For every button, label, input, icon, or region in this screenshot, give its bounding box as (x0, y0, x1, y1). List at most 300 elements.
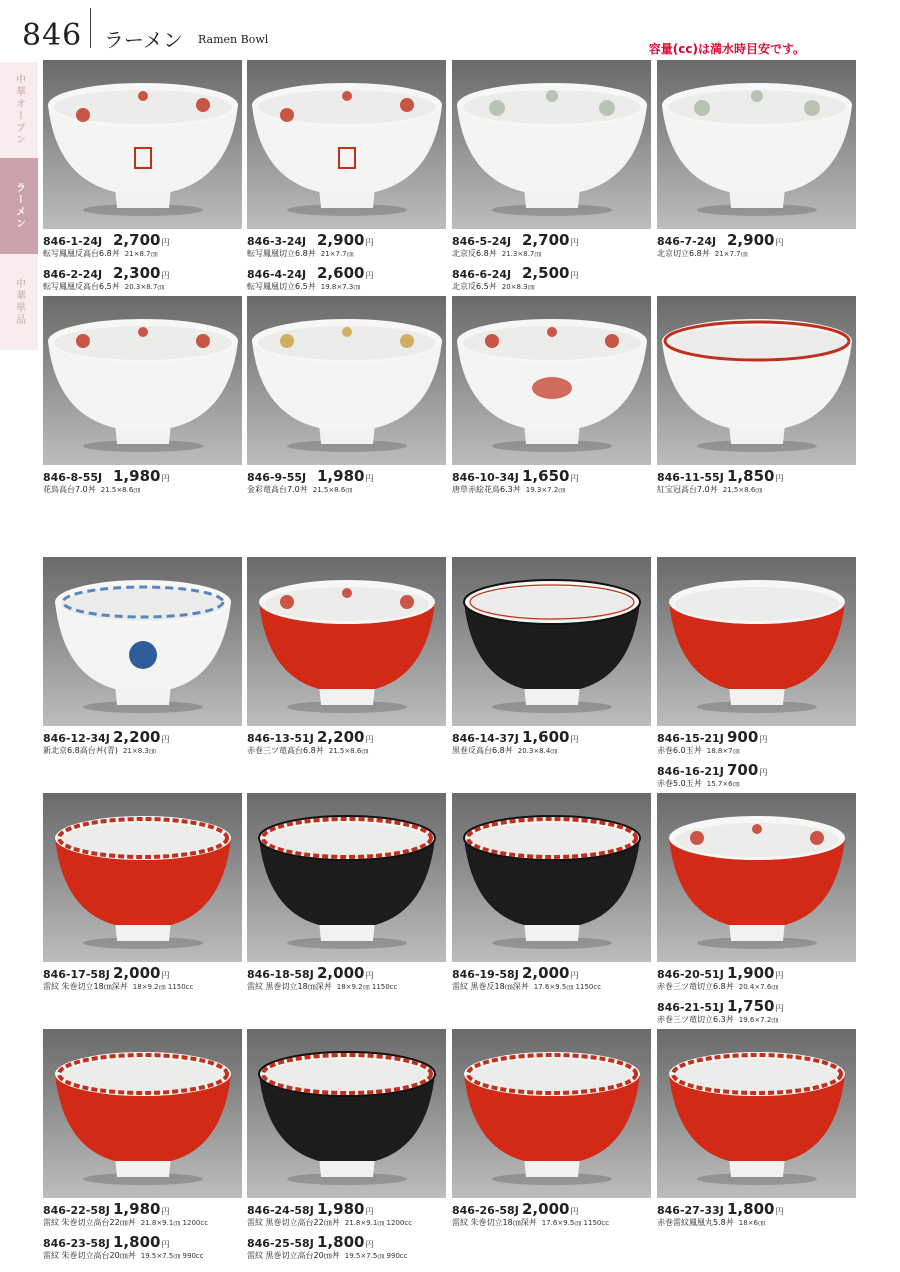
yen-mark: 円 (759, 768, 768, 777)
product-photo (43, 1029, 242, 1198)
name-size-line (43, 281, 242, 292)
product-price: 700 (727, 761, 759, 779)
yen-mark: 円 (570, 271, 579, 280)
product-name: 転写鳳凰反高台6.8丼 (43, 249, 120, 258)
product-card[interactable] (43, 793, 242, 997)
product-size: 18×6㎝ (738, 1219, 765, 1227)
name-size-line (247, 248, 446, 259)
code-price-line (452, 964, 651, 982)
yen-mark: 円 (775, 474, 784, 483)
name-size-line (247, 1250, 446, 1261)
tab-chuka-tanpin[interactable]: 中華単品 (0, 254, 38, 350)
product-size: 21.5×8.6㎝ (312, 486, 353, 494)
product-code: 846-8-55J (43, 471, 103, 484)
product-info (247, 465, 446, 500)
code-price-line (43, 231, 242, 249)
code-price-line (452, 231, 651, 249)
product-code: 846-17-58J (43, 968, 110, 981)
product-info (43, 465, 242, 500)
product-size: 18.8×7㎝ (706, 747, 740, 755)
product-price: 2,500 (522, 264, 570, 282)
code-price-line (43, 467, 242, 485)
product-name: 雷紋 朱巻切立高台22㎝丼 (43, 1218, 136, 1227)
product-size: 20×8.3㎝ (501, 283, 535, 291)
product-photo (452, 793, 651, 962)
product-info (452, 962, 651, 997)
yen-mark: 円 (365, 271, 374, 280)
product-size: 21.5×8.6㎝ (328, 747, 369, 755)
product-price: 1,800 (727, 1200, 775, 1218)
name-size-line (452, 745, 651, 756)
name-size-line (247, 1217, 446, 1228)
product-variant (43, 1233, 242, 1266)
product-variant (247, 1233, 446, 1266)
page-header (0, 0, 900, 60)
bowl-illustration (452, 60, 651, 229)
product-photo (657, 793, 856, 962)
name-size-line (452, 1217, 651, 1228)
product-size: 20.4×7.6㎝ (738, 983, 779, 991)
product-variant (452, 1200, 651, 1233)
product-price: 1,600 (522, 728, 570, 746)
product-info (452, 1198, 651, 1233)
product-price: 1,800 (317, 1233, 365, 1251)
product-name: 転写鳳凰切立6.5丼 (247, 282, 316, 291)
product-price: 2,000 (317, 964, 365, 982)
code-price-line (452, 467, 651, 485)
product-code: 846-10-34J (452, 471, 519, 484)
product-name: 雷紋 朱巻切立18㎝深丼 (452, 1218, 537, 1227)
product-variant (657, 728, 856, 761)
product-info (43, 962, 242, 997)
product-variant (657, 964, 856, 997)
code-price-line (657, 997, 856, 1015)
product-code: 846-24-58J (247, 1204, 314, 1217)
product-code: 846-11-55J (657, 471, 724, 484)
yen-mark: 円 (759, 735, 768, 744)
name-size-line (657, 1217, 856, 1228)
code-price-line (247, 231, 446, 249)
product-code: 846-9-55J (247, 471, 307, 484)
code-price-line (247, 1233, 446, 1251)
bowl-illustration (247, 793, 446, 962)
product-card[interactable] (452, 296, 651, 500)
product-variant (43, 467, 242, 500)
name-size-line (452, 981, 651, 992)
product-price: 1,980 (113, 467, 161, 485)
code-price-line (43, 1200, 242, 1218)
product-photo (43, 557, 242, 726)
product-code: 846-27-33J (657, 1204, 724, 1217)
bowl-illustration (247, 60, 446, 229)
code-price-line (247, 1200, 446, 1218)
product-name: 北京反6.8丼 (452, 249, 497, 258)
product-card[interactable] (247, 60, 446, 297)
name-size-line (43, 745, 242, 756)
product-code: 846-25-58J (247, 1237, 314, 1250)
product-price: 2,700 (113, 231, 161, 249)
product-photo (247, 1029, 446, 1198)
code-price-line (657, 728, 856, 746)
yen-mark: 円 (365, 1240, 374, 1249)
product-card[interactable] (452, 557, 651, 761)
name-size-line (247, 981, 446, 992)
bowl-illustration (452, 793, 651, 962)
product-code: 846-16-21J (657, 765, 724, 778)
product-price: 2,600 (317, 264, 365, 282)
product-card[interactable] (452, 60, 651, 297)
product-size: 19.6×7.2㎝ (738, 1016, 779, 1024)
product-name: 赤巻三ツ竜切立6.8丼 (657, 982, 734, 991)
product-variant (43, 264, 242, 297)
name-size-line (452, 248, 651, 259)
product-price: 1,980 (317, 1200, 365, 1218)
capacity-note: 容量(cc)は満水時目安です。 (648, 42, 805, 56)
yen-mark: 円 (570, 238, 579, 247)
product-size: 21×8.7㎝ (124, 250, 158, 258)
name-size-line (247, 484, 446, 495)
product-info (657, 229, 856, 264)
product-code: 846-3-24J (247, 235, 307, 248)
product-name: 赤巻5.0玉丼 (657, 779, 702, 788)
product-info (247, 1198, 446, 1266)
bowl-illustration (452, 557, 651, 726)
product-name: 唐草赤絵花鳥6.3丼 (452, 485, 521, 494)
product-size: 21.8×9.1㎝ 1200cc (140, 1219, 209, 1227)
name-size-line (43, 248, 242, 259)
product-info (247, 962, 446, 997)
product-price: 1,980 (317, 467, 365, 485)
product-photo (657, 1029, 856, 1198)
product-code: 846-18-58J (247, 968, 314, 981)
product-code: 846-4-24J (247, 268, 307, 281)
product-size: 18×9.2㎝ 1150cc (132, 983, 194, 991)
product-card[interactable] (657, 793, 856, 1030)
code-price-line (657, 231, 856, 249)
product-card[interactable] (657, 1029, 856, 1233)
yen-mark: 円 (365, 1207, 374, 1216)
product-variant (43, 728, 242, 761)
product-size: 18×9.2㎝ 1150cc (336, 983, 398, 991)
product-name: 新北京6.8高台丼(青) (43, 746, 118, 755)
name-size-line (43, 981, 242, 992)
name-size-line (43, 1250, 242, 1261)
product-code: 846-13-51J (247, 732, 314, 745)
name-size-line (657, 248, 856, 259)
product-info (43, 229, 242, 297)
product-code: 846-20-51J (657, 968, 724, 981)
bowl-illustration (657, 557, 856, 726)
product-code: 846-21-51J (657, 1001, 724, 1014)
product-price: 1,850 (727, 467, 775, 485)
product-card[interactable] (247, 1029, 446, 1266)
product-photo (657, 296, 856, 465)
name-size-line (43, 484, 242, 495)
product-name: 雷紋 黒巻切立18㎝深丼 (247, 982, 332, 991)
header-divider (90, 8, 91, 48)
product-code: 846-19-58J (452, 968, 519, 981)
product-code: 846-2-24J (43, 268, 103, 281)
product-code: 846-1-24J (43, 235, 103, 248)
product-price: 1,900 (727, 964, 775, 982)
bowl-illustration (452, 1029, 651, 1198)
product-name: 雷紋 黒巻切立高台20㎝丼 (247, 1251, 340, 1260)
tab-ramen[interactable]: ラーメン (0, 158, 38, 254)
yen-mark: 円 (161, 271, 170, 280)
product-variant (452, 264, 651, 297)
product-name: 転写鳳凰切立6.8丼 (247, 249, 316, 258)
product-photo (452, 60, 651, 229)
product-name: 転写鳳凰反高台6.5丼 (43, 282, 120, 291)
product-info (43, 1198, 242, 1266)
product-photo (452, 557, 651, 726)
product-photo (247, 557, 446, 726)
product-info (657, 1198, 856, 1233)
product-code: 846-7-24J (657, 235, 717, 248)
code-price-line (247, 467, 446, 485)
product-photo (43, 793, 242, 962)
bowl-illustration (452, 296, 651, 465)
product-variant (247, 264, 446, 297)
side-tabs (0, 62, 38, 350)
code-price-line (247, 264, 446, 282)
product-photo (247, 793, 446, 962)
product-variant (43, 1200, 242, 1233)
product-card[interactable] (452, 1029, 651, 1233)
product-name: 花鳥高台7.0丼 (43, 485, 96, 494)
product-name: 紅宝冠高台7.0丼 (657, 485, 718, 494)
yen-mark: 円 (161, 971, 170, 980)
bowl-illustration (657, 296, 856, 465)
name-size-line (43, 1217, 242, 1228)
product-card[interactable] (43, 557, 242, 761)
product-price: 2,200 (113, 728, 161, 746)
product-price: 2,000 (522, 1200, 570, 1218)
product-code: 846-5-24J (452, 235, 512, 248)
product-size: 21.5×8.6㎝ (722, 486, 763, 494)
name-size-line (657, 484, 856, 495)
code-price-line (452, 728, 651, 746)
product-card[interactable] (43, 296, 242, 500)
code-price-line (43, 1233, 242, 1251)
product-variant (247, 1200, 446, 1233)
product-price: 2,200 (317, 728, 365, 746)
yen-mark: 円 (775, 1207, 784, 1216)
product-size: 21×8.3㎝ (122, 747, 156, 755)
yen-mark: 円 (775, 1004, 784, 1013)
product-photo (452, 296, 651, 465)
yen-mark: 円 (161, 735, 170, 744)
product-card[interactable] (452, 793, 651, 997)
product-info (657, 726, 856, 794)
product-variant (657, 467, 856, 500)
product-price: 1,800 (113, 1233, 161, 1251)
product-name: 黒巻反高台6.8丼 (452, 746, 513, 755)
product-info (247, 726, 446, 761)
bowl-illustration (657, 1029, 856, 1198)
code-price-line (43, 964, 242, 982)
bowl-illustration (43, 557, 242, 726)
bowl-illustration (247, 557, 446, 726)
yen-mark: 円 (161, 474, 170, 483)
product-photo (43, 60, 242, 229)
product-photo (247, 296, 446, 465)
product-variant (657, 761, 856, 794)
product-info (43, 726, 242, 761)
code-price-line (657, 761, 856, 779)
code-price-line (43, 264, 242, 282)
product-size: 20.3×8.7㎝ (124, 283, 165, 291)
yen-mark: 円 (161, 1207, 170, 1216)
product-size: 19.5×7.5㎝ 990cc (140, 1252, 204, 1260)
product-price: 1,750 (727, 997, 775, 1015)
product-photo (43, 296, 242, 465)
name-size-line (657, 745, 856, 756)
code-price-line (657, 1200, 856, 1218)
product-code: 846-6-24J (452, 268, 512, 281)
code-price-line (43, 728, 242, 746)
bowl-illustration (43, 60, 242, 229)
code-price-line (247, 728, 446, 746)
product-size: 21.5×8.6㎝ (100, 486, 141, 494)
product-card[interactable] (43, 60, 242, 297)
product-name: 雷紋 朱巻切立18㎝深丼 (43, 982, 128, 991)
yen-mark: 円 (570, 1207, 579, 1216)
product-code: 846-22-58J (43, 1204, 110, 1217)
product-code: 846-23-58J (43, 1237, 110, 1250)
product-name: 北京切立6.8丼 (657, 249, 710, 258)
product-size: 19.5×7.5㎝ 990cc (344, 1252, 408, 1260)
product-code: 846-12-34J (43, 732, 110, 745)
product-variant (452, 467, 651, 500)
product-info (247, 229, 446, 297)
bowl-illustration (43, 1029, 242, 1198)
code-price-line (452, 1200, 651, 1218)
bowl-illustration (247, 296, 446, 465)
product-size: 15.7×6㎝ (706, 780, 740, 788)
page-title: ラーメン (104, 28, 183, 52)
product-price: 2,300 (113, 264, 161, 282)
product-photo (247, 60, 446, 229)
product-card[interactable] (247, 296, 446, 500)
product-variant (247, 728, 446, 761)
product-variant (247, 231, 446, 264)
product-code: 846-26-58J (452, 1204, 519, 1217)
product-size: 17.6×9.5㎝ 1150cc (541, 1219, 610, 1227)
product-photo (657, 60, 856, 229)
product-name: 金彩竜高台7.0丼 (247, 485, 308, 494)
product-price: 900 (727, 728, 759, 746)
product-card[interactable] (657, 60, 856, 264)
product-card[interactable] (657, 296, 856, 500)
product-price: 1,650 (522, 467, 570, 485)
product-info (452, 229, 651, 297)
product-variant (43, 964, 242, 997)
code-price-line (452, 264, 651, 282)
product-variant (452, 231, 651, 264)
code-price-line (657, 964, 856, 982)
product-code: 846-14-37J (452, 732, 519, 745)
product-size: 19.8×7.3㎝ (320, 283, 361, 291)
yen-mark: 円 (365, 238, 374, 247)
product-code: 846-15-21J (657, 732, 724, 745)
product-info (452, 726, 651, 761)
product-name: 雷紋 黒巻反18㎝深丼 (452, 982, 529, 991)
product-card[interactable] (43, 1029, 242, 1266)
yen-mark: 円 (161, 238, 170, 247)
yen-mark: 円 (365, 474, 374, 483)
code-price-line (657, 467, 856, 485)
tab-chuka-open[interactable]: 中華オープン (0, 62, 38, 158)
product-size: 21.3×8.7㎝ (501, 250, 542, 258)
product-price: 2,900 (727, 231, 775, 249)
name-size-line (657, 1014, 856, 1025)
code-price-line (247, 964, 446, 982)
yen-mark: 円 (161, 1240, 170, 1249)
name-size-line (657, 981, 856, 992)
name-size-line (452, 484, 651, 495)
product-variant (452, 728, 651, 761)
product-price: 1,980 (113, 1200, 161, 1218)
yen-mark: 円 (570, 971, 579, 980)
product-name: 赤巻雷紋鳳凰丸5.8丼 (657, 1218, 734, 1227)
product-variant (657, 1200, 856, 1233)
product-size: 17.6×9.5㎝ 1150cc (533, 983, 602, 991)
product-price: 2,000 (113, 964, 161, 982)
product-card[interactable] (657, 557, 856, 794)
product-variant (247, 467, 446, 500)
yen-mark: 円 (365, 735, 374, 744)
product-info (657, 465, 856, 500)
product-size: 20.3×8.4㎝ (517, 747, 558, 755)
name-size-line (452, 281, 651, 292)
product-size: 21×7.7㎝ (714, 250, 748, 258)
product-size: 19.3×7.2㎝ (525, 486, 566, 494)
product-price: 2,900 (317, 231, 365, 249)
product-photo (657, 557, 856, 726)
yen-mark: 円 (775, 238, 784, 247)
page-subtitle: Ramen Bowl (198, 33, 269, 46)
name-size-line (247, 281, 446, 292)
product-size: 21×7.7㎝ (320, 250, 354, 258)
product-price: 2,000 (522, 964, 570, 982)
yen-mark: 円 (775, 971, 784, 980)
bowl-illustration (43, 296, 242, 465)
product-variant (247, 964, 446, 997)
name-size-line (657, 778, 856, 789)
product-card[interactable] (247, 793, 446, 997)
product-name: 赤巻6.0玉丼 (657, 746, 702, 755)
product-name: 雷紋 黒巻切立高台22㎝丼 (247, 1218, 340, 1227)
bowl-illustration (657, 60, 856, 229)
product-variant (43, 231, 242, 264)
product-info (657, 962, 856, 1030)
yen-mark: 円 (570, 474, 579, 483)
bowl-illustration (43, 793, 242, 962)
product-info (452, 465, 651, 500)
product-price: 2,700 (522, 231, 570, 249)
yen-mark: 円 (570, 735, 579, 744)
product-variant (657, 231, 856, 264)
bowl-illustration (657, 793, 856, 962)
yen-mark: 円 (365, 971, 374, 980)
product-size: 21.8×9.1㎝ 1200cc (344, 1219, 413, 1227)
product-card[interactable] (247, 557, 446, 761)
product-name: 北京反6.5丼 (452, 282, 497, 291)
product-name: 雷紋 朱巻切立高台20㎝丼 (43, 1251, 136, 1260)
page-number: 846 (22, 18, 83, 53)
product-variant (452, 964, 651, 997)
